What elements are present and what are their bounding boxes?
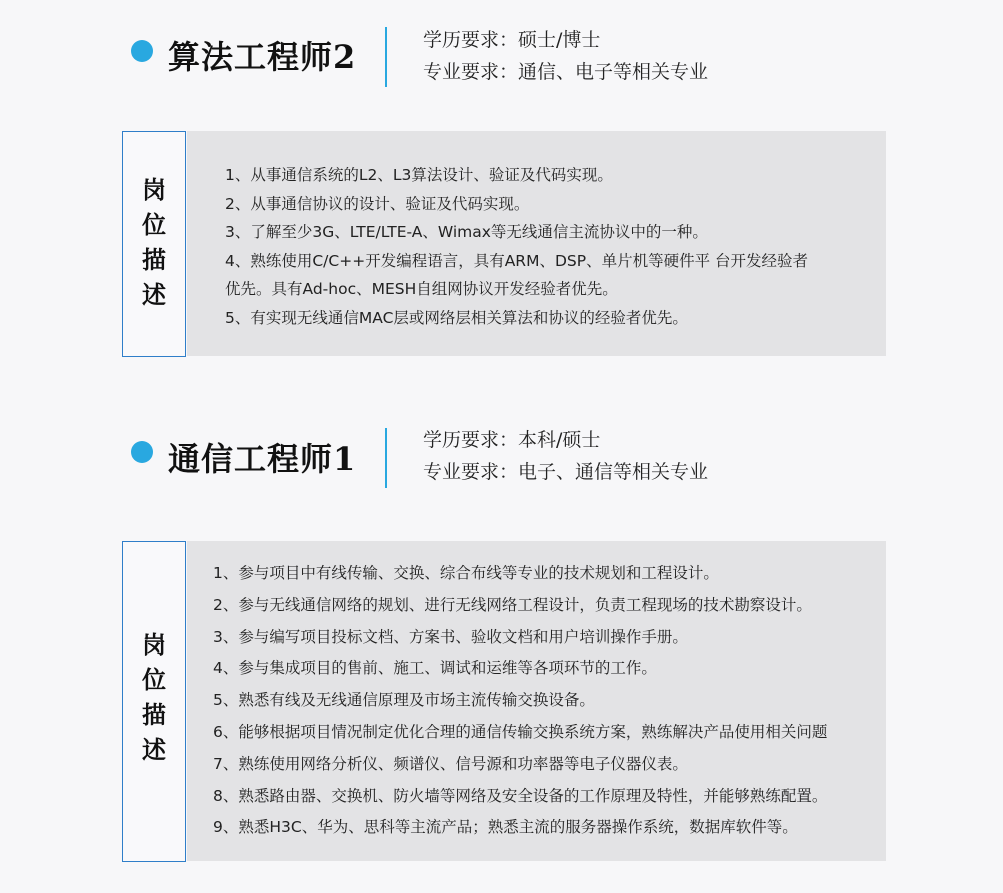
list-item: 3、参与编写项目投标文档、方案书、验收文档和用户培训操作手册。 — [213, 627, 688, 646]
major-requirement: 专业要求：通信、电子等相关专业 — [423, 61, 709, 83]
list-item: 2、参与无线通信网络的规划、进行无线网络工程设计，负责工程现场的技术勘察设计。 — [213, 595, 812, 614]
list-item: 6、能够根据项目情况制定优化合理的通信传输交换系统方案，熟练解决产品使用相关问题 — [213, 722, 828, 741]
description-label-box — [122, 541, 186, 862]
description-list — [225, 161, 808, 332]
list-item: 1、参与项目中有线传输、交换、综合布线等专业的技术规划和工程设计。 — [213, 564, 719, 582]
education-requirement: 学历要求：硕士/博士 — [423, 29, 601, 51]
list-item: 8、熟悉路由器、交换机、防火墙等网络及安全设备的工作原理及特性，并能够熟练配置。 — [213, 786, 828, 805]
bullet-dot — [131, 441, 153, 463]
job-title: 通信工程师1 — [168, 440, 357, 478]
list-item: 4、熟练使用C/C++开发编程语言，具有ARM、DSP、单片机等硬件平 台开发经验者 — [225, 251, 809, 270]
bullet-dot — [131, 40, 153, 62]
list-item: 4、参与集成项目的售前、施工、调试和运维等各项环节的工作。 — [213, 659, 657, 678]
description-label-box — [122, 131, 186, 357]
education-requirement: 学历要求：本科/硕士 — [423, 429, 601, 451]
description-label: 岗 位 描 述 — [142, 175, 166, 309]
list-item: 5、有实现无线通信MAC层或网络层相关算法和协议的经验者优先。 — [225, 308, 688, 327]
list-item: 优先。具有Ad-hoc、MESH自组网协议开发经验者优先。 — [225, 280, 618, 298]
list-item: 7、熟练使用网络分析仪、频谱仪、信号源和功率器等电子仪器仪表。 — [213, 754, 688, 773]
job-title: 算法工程师2 — [168, 38, 357, 76]
list-item: 2、从事通信协议的设计、验证及代码实现。 — [225, 194, 530, 213]
major-requirement: 专业要求：电子、通信等相关专业 — [423, 461, 709, 483]
divider-line — [385, 428, 387, 488]
list-item: 9、熟悉H3C、华为、思科等主流产品；熟悉主流的服务器操作系统，数据库软件等。 — [213, 818, 798, 837]
list-item: 5、熟悉有线及无线通信原理及市场主流传输交换设备。 — [213, 691, 595, 710]
description-label: 岗 位 描 述 — [142, 630, 166, 764]
list-item: 3、了解至少3G、LTE/LTE-A、Wimax等无线通信主流协议中的一种。 — [225, 223, 708, 241]
divider-line — [385, 27, 387, 87]
list-item: 1、从事通信系统的L2、L3算法设计、验证及代码实现。 — [225, 166, 613, 184]
description-list — [213, 558, 827, 844]
